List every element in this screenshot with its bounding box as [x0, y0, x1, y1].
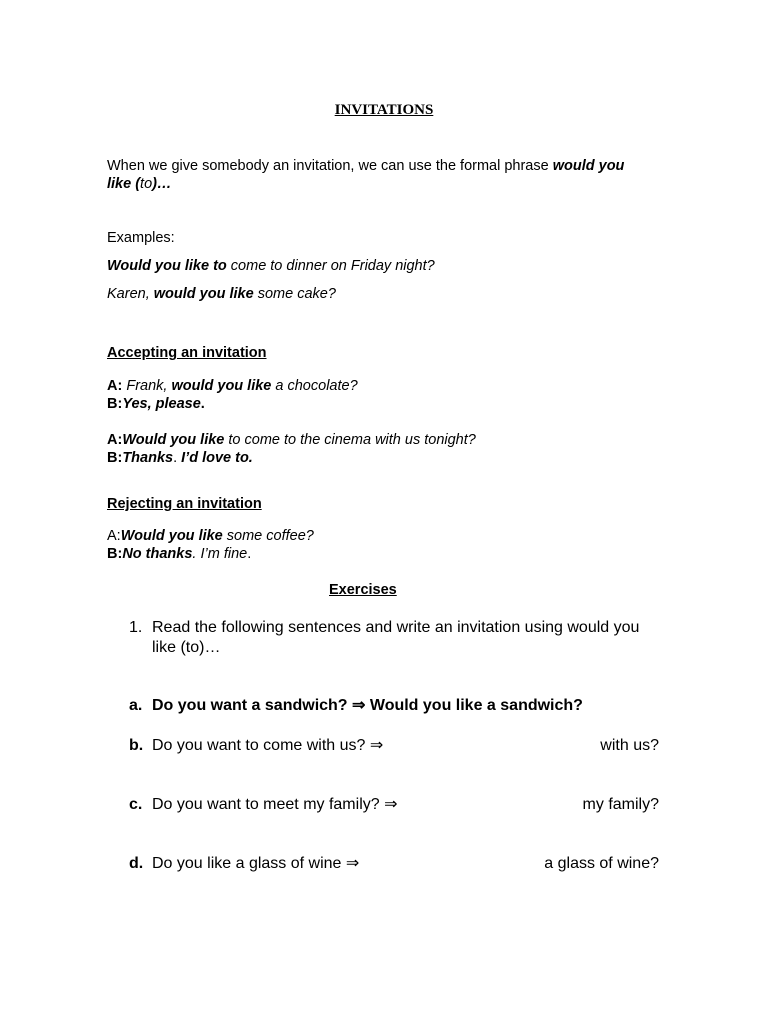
example-2-phrase: would you like [153, 286, 254, 302]
intro-text: When we give somebody an invitation, we can use the formal phrase [107, 158, 553, 174]
accepting-heading: Accepting an invitation [107, 345, 267, 361]
exercise-item-label: c. [129, 796, 143, 813]
dialogue-text: to come to the cinema with us tonight? [224, 432, 476, 448]
intro-phrase-part3: )… [152, 176, 172, 192]
example-1 [107, 257, 435, 275]
example-2 [107, 285, 336, 303]
dialogue-text: some coffee? [222, 528, 314, 544]
dialogue-phrase: Would you like [120, 528, 223, 544]
example-2-start: Karen, [107, 286, 150, 302]
dialogue-phrase: No thanks [122, 546, 193, 562]
exercise-item-label: a. [129, 697, 143, 714]
exercises-heading: Exercises [329, 582, 397, 598]
dialogue-phrase: Thanks [122, 450, 174, 466]
examples-label: Examples: [107, 230, 175, 246]
dialogue-phrase: would you like [171, 378, 272, 394]
dialogue-phrase: I’d love to. [181, 450, 253, 466]
speaker-a-label: A: [107, 378, 123, 394]
exercise-item-question: Do you want to come with us? ⇒ [152, 737, 384, 754]
speaker-a-label: A: [107, 432, 123, 448]
dialogue-phrase: Would you like [122, 432, 225, 448]
page-title: INVITATIONS [334, 102, 434, 118]
dialogue-text: a chocolate? [271, 378, 358, 394]
exercise-item-question: Do you like a glass of wine ⇒ [152, 855, 360, 872]
speaker-b-label: B: [107, 546, 123, 562]
rejecting-dialogue-b [107, 545, 251, 563]
exercise-item-label: b. [129, 737, 144, 754]
exercise-item-answer: with us? [600, 737, 659, 754]
intro-line-2 [107, 175, 171, 193]
dialogue-text: . I’m fine [192, 546, 248, 562]
dialogue-phrase: Yes, please [122, 396, 201, 412]
intro-phrase-part2: like ( [107, 176, 141, 192]
accepting-dialogue-2-a [107, 431, 476, 449]
instruction-line-2: like (to)… [152, 639, 221, 656]
dialogue-punctuation: . [173, 450, 182, 466]
instruction-number: 1. [129, 619, 143, 636]
example-1-phrase: Would you like to [107, 258, 227, 274]
intro-phrase-to: to [140, 176, 153, 192]
exercise-item-question: Do you want a sandwich? ⇒ Would you like a sandwich? [152, 697, 583, 714]
intro-line-1 [107, 157, 624, 175]
exercise-item-label: d. [129, 855, 144, 872]
instruction-line-1: Read the following sentences and write an invitation using would you [152, 619, 640, 636]
rejecting-dialogue-a [107, 527, 314, 545]
intro-phrase-part1: would you [552, 158, 625, 174]
accepting-dialogue-2-b [107, 449, 253, 467]
dialogue-punctuation: . [247, 546, 252, 562]
speaker-b-label: B: [107, 396, 123, 412]
example-1-rest: come to dinner on Friday night? [230, 258, 435, 274]
dialogue-punctuation: . [200, 396, 205, 412]
accepting-dialogue-1-a [107, 377, 358, 395]
speaker-a-label: A: [107, 528, 121, 544]
rejecting-heading: Rejecting an invitation [107, 496, 262, 512]
accepting-dialogue-1-b [107, 395, 205, 413]
exercise-item-answer: my family? [582, 796, 659, 813]
speaker-b-label: B: [107, 450, 123, 466]
exercise-item-question: Do you want to meet my family? ⇒ [152, 796, 398, 813]
exercise-item-answer: a glass of wine? [544, 855, 659, 872]
example-2-rest: some cake? [257, 286, 336, 302]
dialogue-text: Frank, [122, 378, 172, 394]
